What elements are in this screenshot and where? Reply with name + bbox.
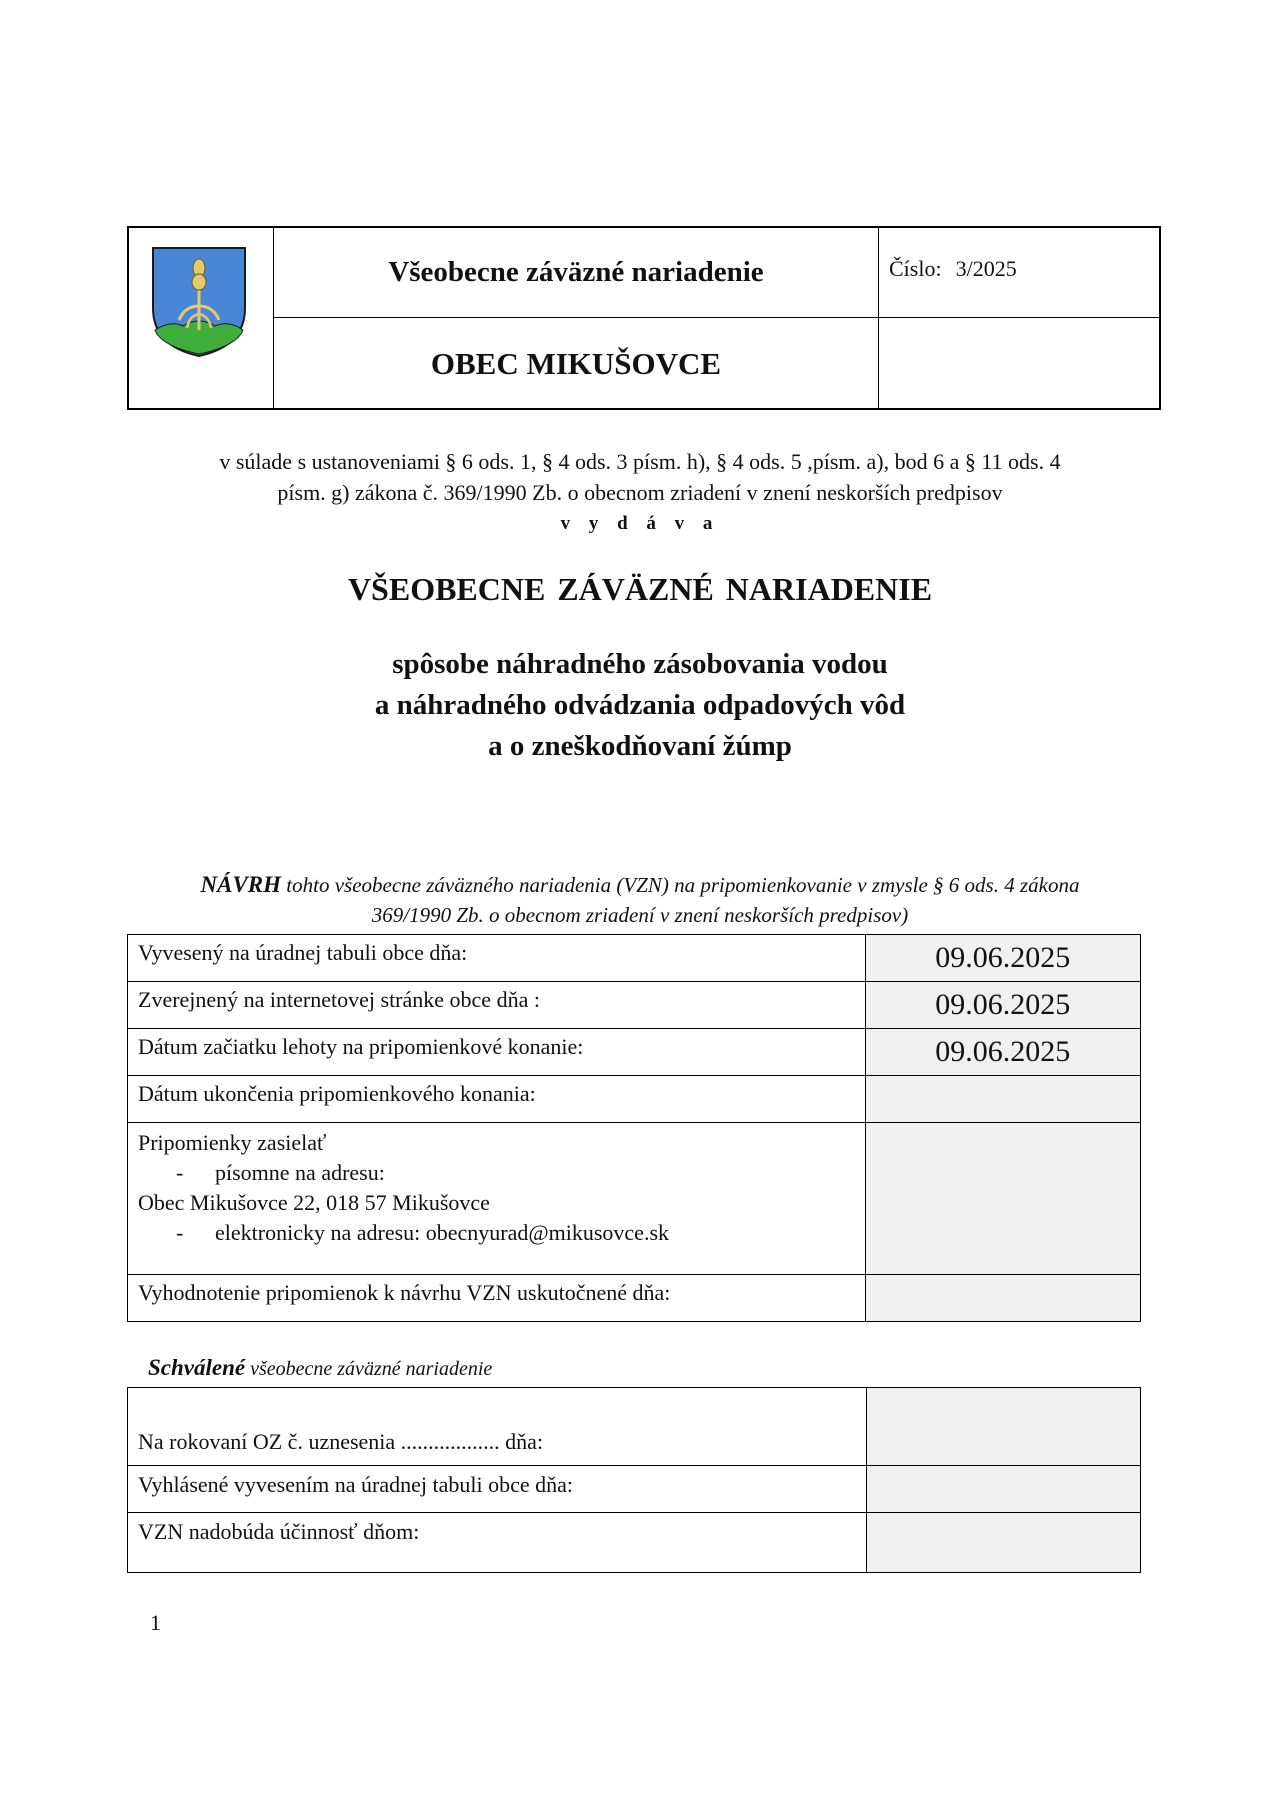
table-row [128,1513,1141,1573]
row-value: 09.06.2025 [865,935,1140,982]
document-number-value: 3/2025 [955,256,1017,281]
municipality-name: OBEC MIKUŠOVCE [430,346,722,381]
comments-item-written: - písomne na adresu: [176,1160,385,1185]
header-box [127,226,1161,410]
comments-cell [128,1123,866,1275]
comments-value [865,1123,1140,1275]
table-row-evaluation [128,1275,1141,1322]
header-column-divider [878,228,879,408]
comments-address: Obec Mikušovce 22, 018 57 Mikušovce [138,1190,490,1215]
table-row [128,1388,1141,1466]
row-label: Vyhodnotenie pripomienok k návrhu VZN uskutočnené dňa: [128,1275,866,1322]
row-label: VZN nadobúda účinnosť dňom: [128,1513,867,1573]
row-label: Vyhlásené vyvesením na úradnej tabuli obce dňa: [128,1466,867,1513]
issues-text: v y d á v a [560,513,720,534]
crest-cell [129,228,274,408]
table-row-comments [128,1123,1141,1275]
page-number: 1 [150,1610,161,1635]
row-value [865,1076,1140,1123]
row-label: Dátum začiatku lehoty na pripomienkové konanie: [128,1029,866,1076]
approval-table [127,1387,1141,1573]
row-label: Vyvesený na úradnej tabuli obce dňa: [128,935,866,982]
row-label: Dátum ukončenia pripomienkového konania: [128,1076,866,1123]
row-label: Na rokovaní OZ č. uznesenia .................. dňa: [128,1388,867,1466]
document-number-label: Číslo: [889,256,942,281]
row-value: 09.06.2025 [865,1029,1140,1076]
subtitle-line-1: spôsobe náhradného zásobovania vodou [392,648,888,680]
approved-text: všeobecne záväzné nariadenie [245,1358,493,1380]
table-row [128,1466,1141,1513]
table-row [128,935,1141,982]
draft-caption [150,870,1130,930]
row-value [866,1388,1140,1466]
row-value [865,1275,1140,1322]
preamble-line-1: v súlade s ustanoveniami § 6 ods. 1, § 4 ods. 3 písm. h), § 4 ods. 5 ,písm. a), bod 6 a § 11 ods. 4 [219,449,1061,474]
comments-item-electronic: - elektronicky na adresu: obecnyurad@mikusovce.sk [176,1220,670,1245]
subtitle-line-2: a náhradného odvádzania odpadových vôd [374,689,906,721]
table-row [128,982,1141,1029]
approved-label: Schválené [148,1355,246,1380]
preamble-line-2: písm. g) zákona č. 369/1990 Zb. o obecnom zriadení v znení neskorších predpisov [277,480,1003,505]
subtitle [0,644,1280,767]
draft-label: NÁVRH [200,872,282,897]
row-value: 09.06.2025 [865,982,1140,1029]
subtitle-line-3: a o zneškodňovaní žúmp [488,730,792,762]
approved-caption [148,1355,492,1381]
row-label: Zverejnený na internetovej stránke obce dňa : [128,982,866,1029]
main-title: VŠEOBECNE ZÁVÄZNÉ NARIADENIE [347,571,933,607]
document-type: Všeobecne záväzné nariadenie [388,256,764,288]
draft-text-line-2: 369/1990 Zb. o obecnom zriadení v znení neskorších predpisov) [371,903,909,927]
table-row [128,1029,1141,1076]
row-value [866,1466,1140,1513]
table-row [128,1076,1141,1123]
municipal-crest-icon [151,246,247,358]
preamble [150,446,1130,539]
row-value [866,1513,1140,1573]
draft-text: tohto všeobecne záväzného nariadenia (VZN) na pripomienkovanie v zmysle § 6 ods. 4 zákona [281,873,1080,897]
draft-info-table [127,934,1141,1322]
comments-heading: Pripomienky zasielať [138,1130,327,1155]
document-number [889,256,1017,282]
